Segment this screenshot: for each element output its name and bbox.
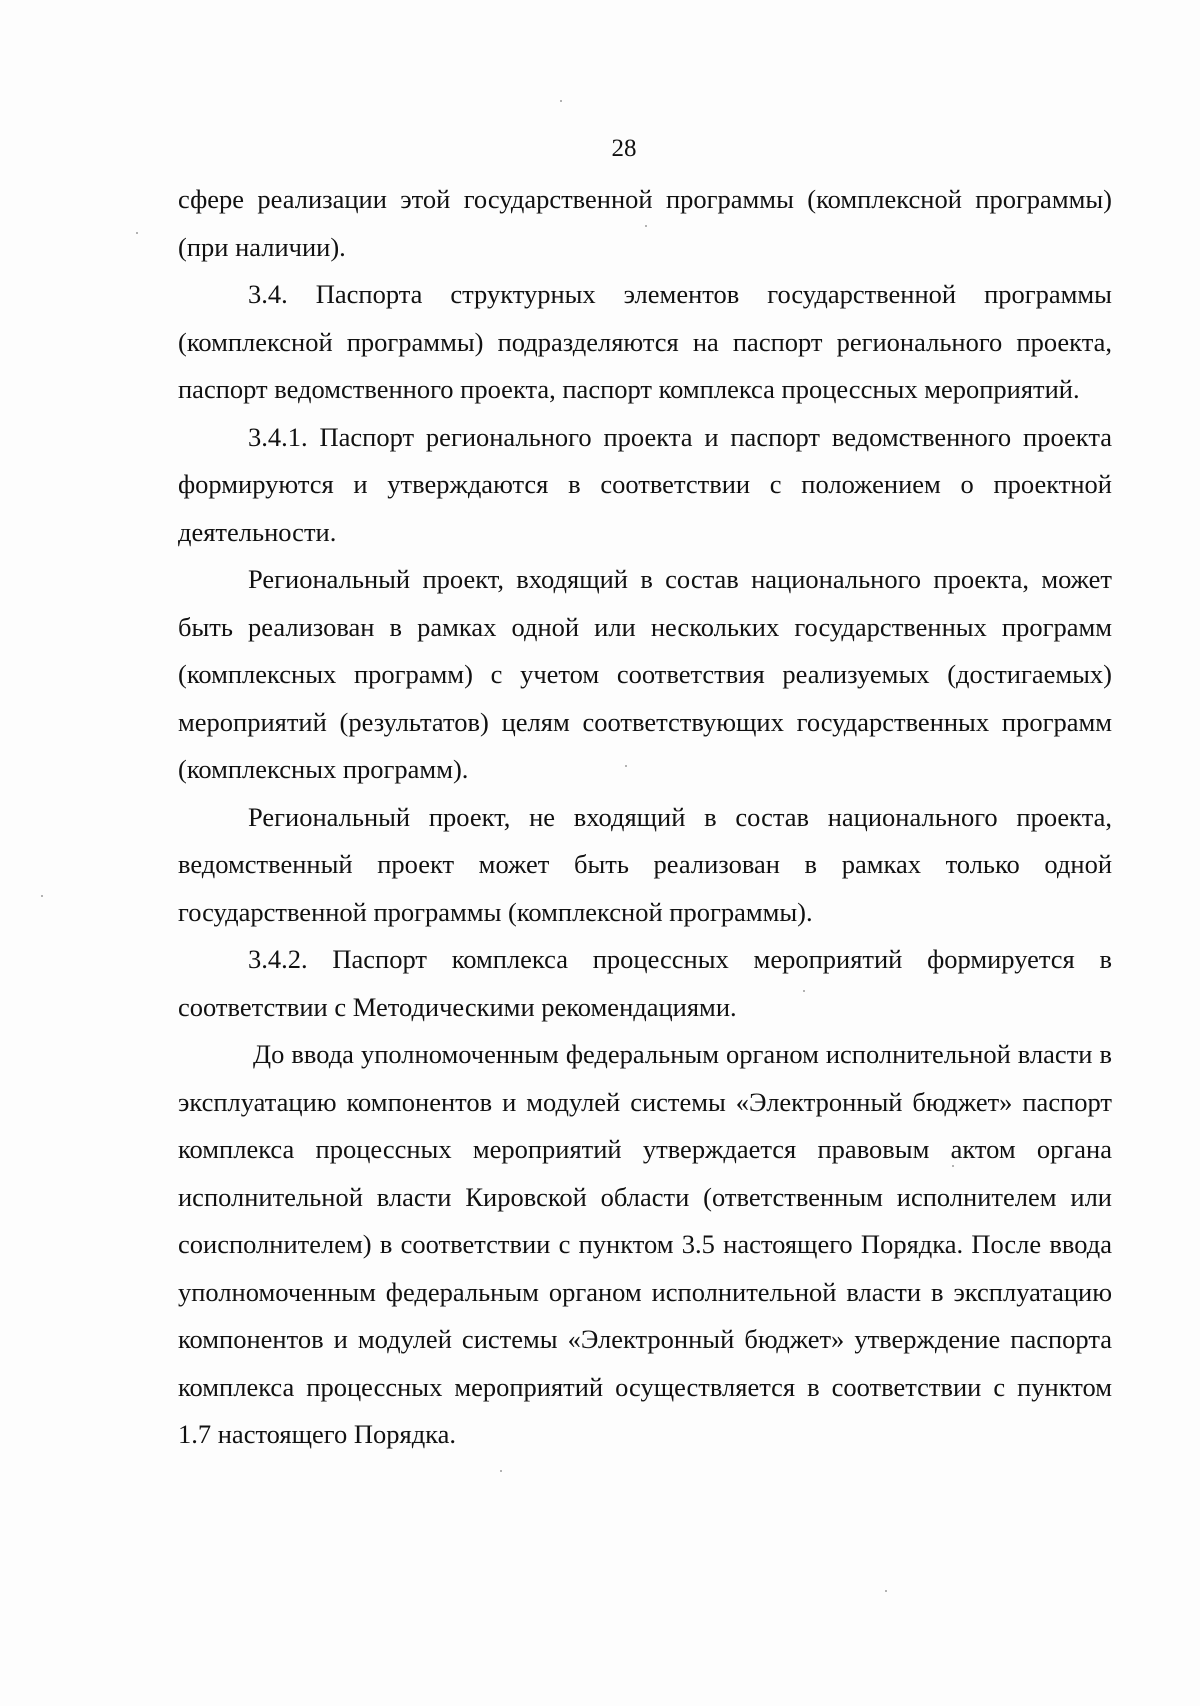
paragraph-regional-project-national: Региональный проект, входящий в состав национального проекта, может быть реализован в рамках одной или нескольких государственных программ (комплексных программ) с учетом соответствия реализуемых (достигаемых) мероприятий (результатов) целям соответствующих государственных программ (комплексных программ). bbox=[178, 564, 1112, 784]
scan-speck bbox=[952, 1165, 954, 1167]
paragraph-section-3-4-2: 3.4.2. Паспорт комплекса процессных мероприятий формируется в соответствии с Методическими рекомендациями. bbox=[178, 944, 1112, 1022]
paragraph-electronic-budget: До ввода уполномоченным федеральным органом исполнительной власти в эксплуатацию компонентов и модулей системы «Электронный бюджет» паспорт комплекса процессных мероприятий утверждается правовым актом органа исполнительной власти Кировской области (ответственным исполнителем или соисполнителем) в соответствии с пунктом 3.5 настоящего Порядка. После ввода уполномоченным федеральным органом исполнительной власти в эксплуатацию компонентов и модулей системы «Электронный бюджет» утверждение паспорта комплекса процессных мероприятий осуществляется в соответствии с пунктом 1.7 настоящего Порядка. bbox=[178, 1039, 1112, 1449]
scan-speck bbox=[803, 990, 805, 992]
paragraph-continuation: сфере реализации этой государственной программы (комплексной программы) (при наличии). bbox=[178, 184, 1112, 262]
scan-speck bbox=[885, 1590, 887, 1592]
page-number: 28 bbox=[611, 135, 637, 162]
scan-speck bbox=[625, 765, 627, 767]
scan-speck bbox=[560, 100, 562, 102]
paragraph-section-3-4-1: 3.4.1. Паспорт регионального проекта и паспорт ведомственного проекта формируются и утверждаются в соответствии с положением о проектной деятельности. bbox=[178, 421, 1112, 547]
scan-speck bbox=[136, 232, 138, 234]
scan-speck bbox=[500, 1470, 502, 1472]
paragraph-regional-project-departmental: Региональный проект, не входящий в состав национального проекта, ведомственный проект может быть реализован в рамках только одной государственной программы (комплексной программы). bbox=[178, 801, 1112, 927]
scan-speck bbox=[41, 895, 43, 897]
body-text bbox=[178, 176, 1112, 1459]
scan-speck bbox=[645, 225, 647, 227]
paragraph-section-3-4: 3.4. Паспорта структурных элементов государственной программы (комплексной программы) подразделяются на паспорт регионального проекта, паспорт ведомственного проекта, паспорт комплекса процессных мероприятий. bbox=[178, 279, 1112, 404]
